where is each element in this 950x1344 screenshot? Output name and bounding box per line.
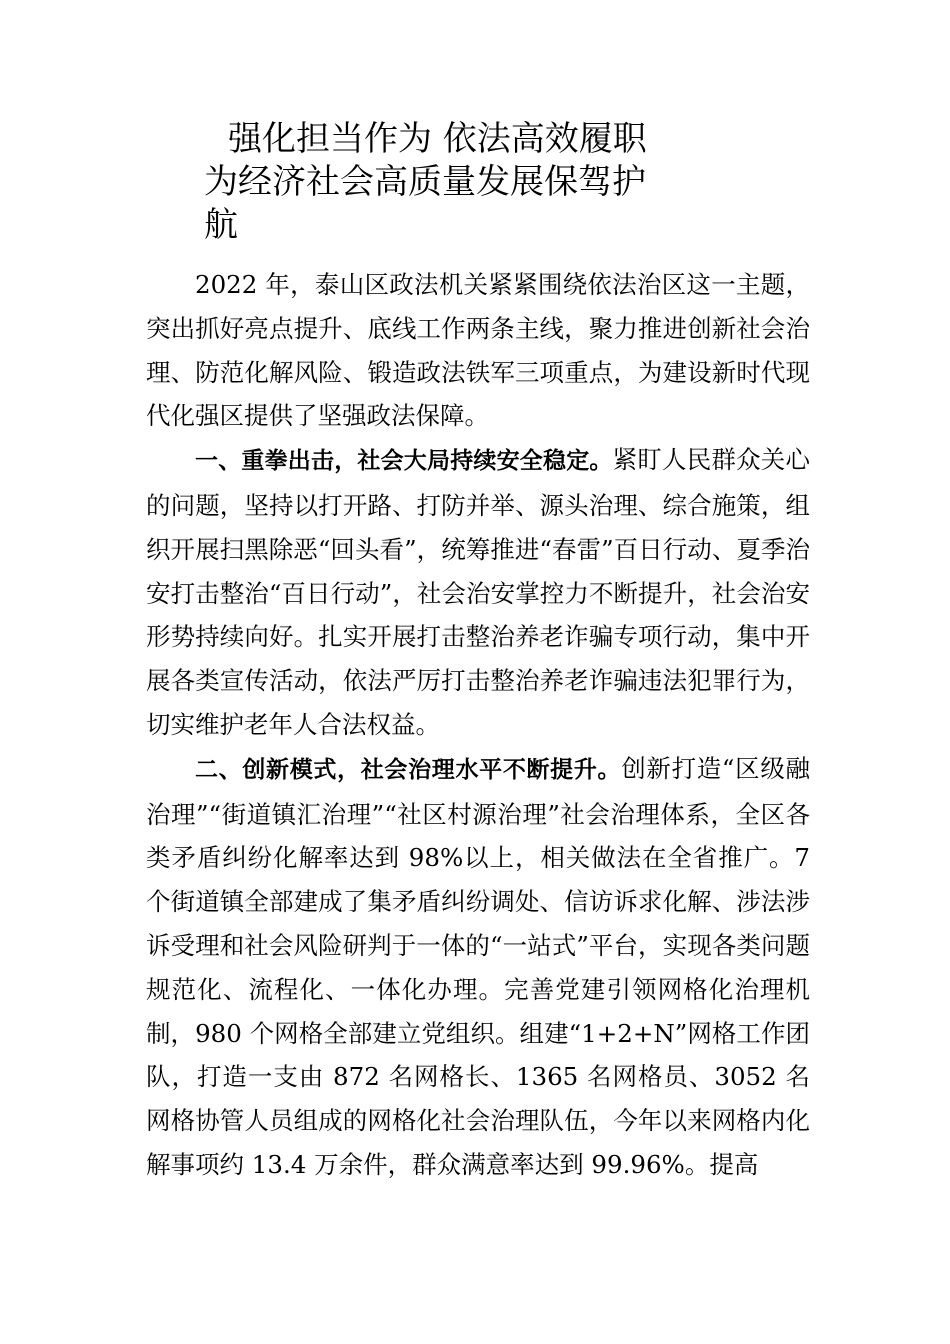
paragraph-section-1 xyxy=(146,438,810,747)
section-1-text: 紧盯人民群众关心的问题，坚持以打开路、打防并举、源头治理、综合施策，组织开展扫黑除恶“回头看”，统筹推进“春雷”百日行动、夏季治安打击整治“百日行动”，社会治安掌控力不断提升，社会治安形势持续向好。扎实开展打击整治养老诈骗专项行动，集中开展各类宣传活动，依法严厉打击整治养老诈骗违法犯罪行为，切实维护老年人合法权益。 xyxy=(146,445,811,739)
title-line-3: 航 xyxy=(204,205,238,245)
document-title xyxy=(204,118,724,247)
paragraph-intro-text: 2022 年，泰山区政法机关紧紧围绕依法治区这一主题，突出抓好亮点提升、底线工作两条主线，聚力推进创新社会治理、防范化解风险、锻造政法铁军三项重点，为建设新时代现代化强区提供了坚强政法保障。 xyxy=(146,270,810,431)
section-2-text: 创新打造“区级融治理”“街道镇汇治理”“社区村源治理”社会治理体系，全区各类矛盾纠纷化解率达到 98%以上，相关做法在全省推广。7 个街道镇全部建成了集矛盾纠纷调处、信访诉求化解、涉法涉诉受理和社会风险研判于一体的“一站式”平台，实现各类问题规范化、流程化、一体化办理。完善党建引领网格化治理机制，980 个网格全部建立党组织。组建“1+2+N”网格工作团队，打造一支由 872 名网格长、1365 名网格员、3052 名网格协管人员组成的网格化社会治理队伍，今年以来网格内化解事项约 13.4 万余件，群众满意率达到 99.96%。提高 xyxy=(146,753,810,1179)
paragraph-intro xyxy=(146,263,810,438)
title-line-1: 强化担当作为 依法高效履职 xyxy=(228,119,647,159)
paragraph-section-2 xyxy=(146,747,810,1187)
document-body xyxy=(146,263,810,1187)
section-1-heading: 一、重拳出击，社会大局持续安全稳定。 xyxy=(195,448,613,475)
title-line-2: 为经济社会高质量发展保驾护 xyxy=(204,162,646,202)
section-2-heading: 二、创新模式，社会治理水平不断提升。 xyxy=(195,756,622,783)
